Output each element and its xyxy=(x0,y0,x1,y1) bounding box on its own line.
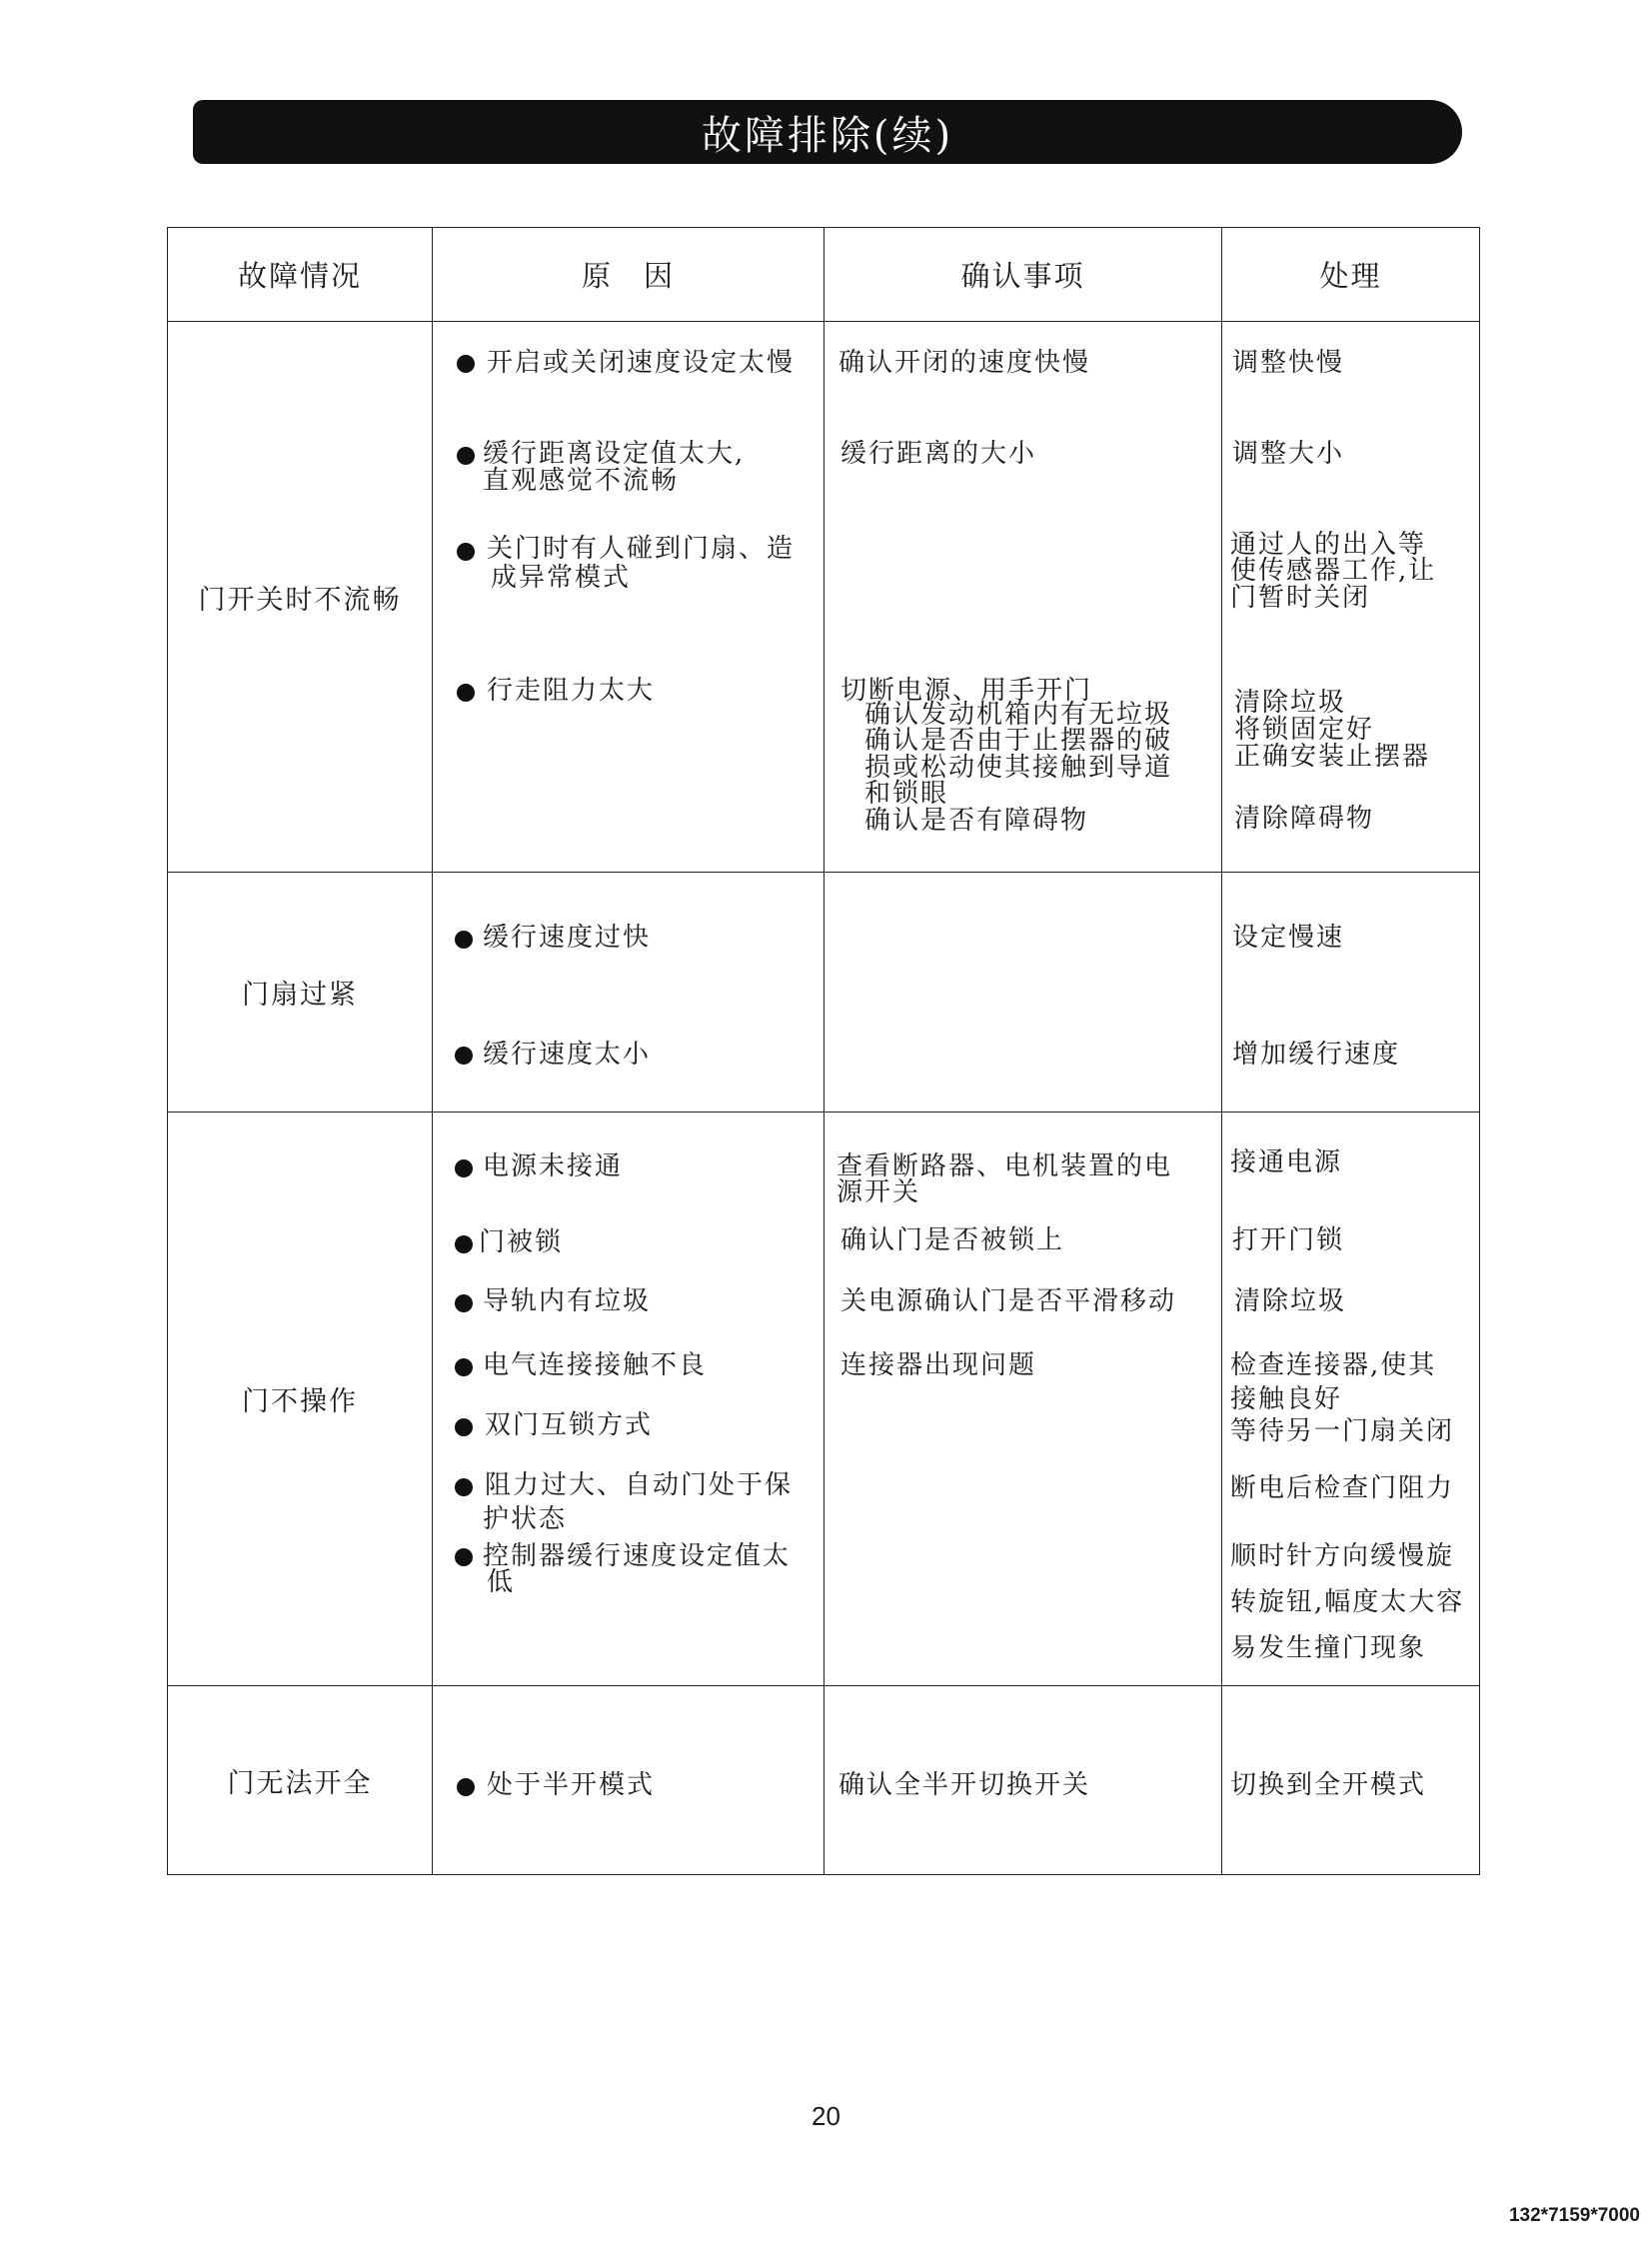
bullet-icon xyxy=(457,355,475,373)
action-text: 接触良好 xyxy=(1230,1384,1343,1414)
check-cell xyxy=(825,322,1222,873)
check-text: 确认门是否被锁上 xyxy=(840,1225,1065,1255)
check-text: 确认全半开切换开关 xyxy=(838,1770,1091,1800)
troubleshooting-table xyxy=(167,227,1480,1875)
title-bar xyxy=(193,100,1462,164)
symptom-cell: 门开关时不流畅 xyxy=(168,322,433,873)
header-check: 确认事项 xyxy=(825,228,1222,322)
action-text: 切换到全开模式 xyxy=(1230,1770,1427,1800)
check-text: 关电源确认门是否平滑移动 xyxy=(840,1286,1177,1316)
bullet-icon xyxy=(457,447,475,465)
action-cell xyxy=(1222,1686,1480,1875)
check-cell xyxy=(825,1113,1222,1686)
action-text: 清除垃圾 xyxy=(1234,688,1347,718)
cause-text: 成异常模式 xyxy=(491,563,632,593)
action-text: 门暂时关闭 xyxy=(1230,583,1371,613)
check-cell xyxy=(825,873,1222,1113)
bullet-icon xyxy=(457,543,475,561)
bullet-icon xyxy=(455,1235,473,1253)
action-text: 增加缓行速度 xyxy=(1232,1040,1401,1070)
print-code: 132*7159*7000 xyxy=(1508,2205,1640,2226)
action-text: 设定慢速 xyxy=(1232,923,1345,953)
bullet-icon xyxy=(457,684,475,702)
cause-text: 双门互锁方式 xyxy=(485,1410,654,1440)
table-row xyxy=(168,1113,1480,1686)
table-header-row xyxy=(168,228,1480,322)
page-title: 故障排除(续) xyxy=(701,112,954,159)
check-text: 确认是否由于止摆器的破 xyxy=(864,726,1173,756)
page-number: 20 xyxy=(812,2101,840,2131)
bullet-icon xyxy=(455,931,473,949)
cause-text: 处于半开模式 xyxy=(487,1770,656,1800)
cause-text: 缓行速度过快 xyxy=(483,923,652,953)
bullet-icon xyxy=(455,1159,473,1177)
action-text: 检查连接器,使其 xyxy=(1230,1350,1437,1380)
check-text: 缓行距离的大小 xyxy=(840,439,1037,469)
symptom-cell: 门扇过紧 xyxy=(168,873,433,1113)
check-text: 和锁眼 xyxy=(864,779,949,809)
action-text: 通过人的出入等 xyxy=(1230,530,1427,560)
bullet-icon xyxy=(455,1548,473,1566)
cause-text: 关门时有人碰到门扇、造 xyxy=(487,534,796,564)
header-action: 处理 xyxy=(1222,228,1480,322)
cause-cell xyxy=(433,873,825,1113)
action-text: 打开门锁 xyxy=(1232,1225,1345,1255)
action-text: 顺时针方向缓慢旋 xyxy=(1230,1541,1455,1571)
action-text: 转旋钮,幅度太大容 xyxy=(1230,1587,1465,1617)
cause-text: 电气连接接触不良 xyxy=(483,1350,708,1380)
table-row xyxy=(168,873,1480,1113)
cause-text: 低 xyxy=(487,1567,516,1597)
bullet-icon xyxy=(457,1778,475,1796)
action-cell xyxy=(1222,322,1480,873)
cause-text: 缓行距离设定值太大, xyxy=(483,439,746,469)
header-cause: 原 因 xyxy=(433,228,825,322)
check-text: 损或松动使其接触到导道 xyxy=(864,753,1173,783)
symptom-cell: 门无法开全 xyxy=(168,1686,433,1875)
action-cell xyxy=(1222,873,1480,1113)
cause-text: 导轨内有垃圾 xyxy=(483,1286,652,1316)
action-text: 使传感器工作,让 xyxy=(1230,556,1437,586)
action-cell xyxy=(1222,1113,1480,1686)
bullet-icon xyxy=(455,1294,473,1312)
bullet-icon xyxy=(455,1358,473,1376)
cause-cell xyxy=(433,322,825,873)
cause-text: 直观感觉不流畅 xyxy=(483,466,680,496)
cause-text: 阻力过大、自动门处于保 xyxy=(485,1470,794,1500)
table-row xyxy=(168,1686,1480,1875)
cause-text: 缓行速度太小 xyxy=(483,1040,652,1070)
cause-text: 开启或关闭速度设定太慢 xyxy=(487,348,796,378)
check-text: 确认开闭的速度快慢 xyxy=(838,348,1091,378)
cause-text: 电源未接通 xyxy=(483,1151,624,1181)
cause-text: 护状态 xyxy=(483,1504,568,1534)
check-text: 确认是否有障碍物 xyxy=(864,806,1089,836)
cause-cell xyxy=(433,1113,825,1686)
action-text: 易发生撞门现象 xyxy=(1230,1633,1427,1663)
action-text: 调整大小 xyxy=(1232,439,1345,469)
action-text: 正确安装止摆器 xyxy=(1234,742,1431,772)
table-row xyxy=(168,322,1480,873)
action-text: 清除障碍物 xyxy=(1234,804,1375,834)
cause-cell xyxy=(433,1686,825,1875)
check-text: 切断电源、用手开门 xyxy=(840,676,1093,706)
bullet-icon xyxy=(455,1047,473,1065)
action-text: 接通电源 xyxy=(1230,1147,1343,1177)
cause-text: 行走阻力太大 xyxy=(487,676,656,706)
bullet-icon xyxy=(455,1418,473,1436)
cause-text: 门被锁 xyxy=(479,1227,564,1257)
symptom-cell: 门不操作 xyxy=(168,1113,433,1686)
action-text: 将锁固定好 xyxy=(1234,715,1375,745)
check-text: 查看断路器、电机装置的电 xyxy=(836,1151,1173,1181)
cause-text: 控制器缓行速度设定值太 xyxy=(483,1541,792,1571)
bullet-icon xyxy=(455,1478,473,1496)
check-text: 确认发动机箱内有无垃圾 xyxy=(864,700,1173,730)
check-text: 连接器出现问题 xyxy=(840,1350,1037,1380)
action-text: 断电后检查门阻力 xyxy=(1230,1473,1455,1503)
action-text: 等待另一门扇关闭 xyxy=(1230,1416,1455,1446)
header-symptom: 故障情况 xyxy=(168,228,433,322)
check-cell xyxy=(825,1686,1222,1875)
action-text: 清除垃圾 xyxy=(1234,1286,1347,1316)
action-text: 调整快慢 xyxy=(1232,348,1345,378)
check-text: 源开关 xyxy=(836,1177,921,1207)
